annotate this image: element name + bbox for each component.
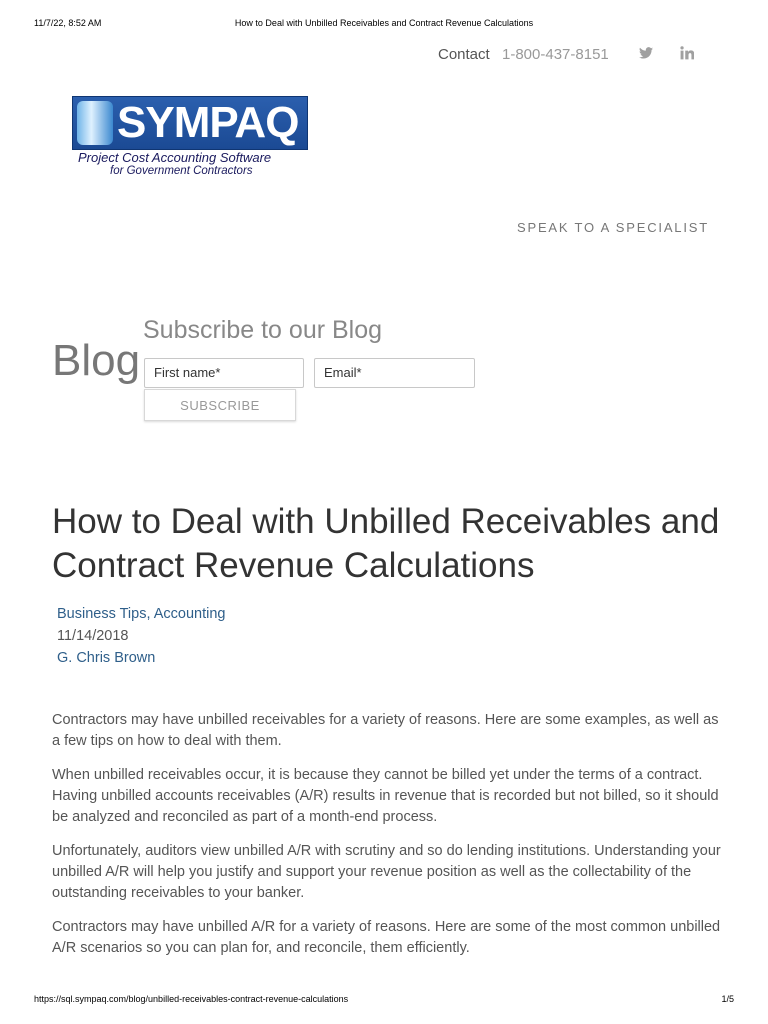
- post-paragraph: Unfortunately, auditors view unbilled A/R with scrutiny and so do lending institutions. Understanding your unbilled A/R will help you justify and support your revenue position as well as the collectability of the outstanding receivables to your banker.: [52, 843, 721, 901]
- post-paragraph: Contractors may have unbilled receivables for a variety of reasons. Here are some examples, as well as a few tips on how to deal with them.: [52, 712, 719, 749]
- post-paragraph: When unbilled receivables occur, it is because they cannot be billed yet under the terms of a contract. Having unbilled accounts receivables (A/R) results in revenue that is recorded but not billed, so it should be analyzed and reconciled as part of a month-end process.: [52, 767, 719, 825]
- phone-link[interactable]: 1-800-437-8151: [502, 46, 609, 63]
- post-categories[interactable]: Business Tips, Accounting: [57, 606, 226, 622]
- logo-banner: [72, 96, 308, 150]
- linkedin-icon[interactable]: [678, 44, 696, 62]
- first-name-input[interactable]: First name*: [144, 358, 304, 388]
- print-url: https://sql.sympaq.com/blog/unbilled-receivables-contract-revenue-calculations: [34, 994, 349, 1004]
- post-date: 11/14/2018: [57, 628, 129, 644]
- blog-heading: Blog: [52, 336, 141, 385]
- print-datetime: 11/7/22, 8:52 AM: [34, 18, 102, 28]
- print-doc-title: How to Deal with Unbilled Receivables and Contract Revenue Calculations: [234, 18, 534, 28]
- post-author[interactable]: G. Chris Brown: [57, 650, 156, 666]
- logo-tagline: Project Cost Accounting Software: [78, 150, 272, 165]
- speak-to-specialist-link[interactable]: SPEAK TO A SPECIALIST: [517, 220, 709, 235]
- contact-link[interactable]: Contact: [438, 46, 490, 63]
- twitter-icon[interactable]: [637, 44, 655, 62]
- post-paragraph: Contractors may have unbilled A/R for a variety of reasons. Here are some of the most common unbilled A/R scenarios so you can plan for, and reconcile, them efficiently.: [52, 919, 721, 956]
- subscribe-title: Subscribe to our Blog: [143, 316, 383, 344]
- logo-subtagline: for Government Contractors: [110, 165, 253, 177]
- print-page-number: 1/5: [721, 994, 734, 1004]
- post-title: How to Deal with Unbilled Receivables and Contract Revenue Calculations: [52, 502, 720, 585]
- sympaq-logo[interactable]: [72, 96, 308, 178]
- subscribe-button[interactable]: SUBSCRIBE: [144, 389, 296, 421]
- logo-wordmark: SYMPAQ: [117, 98, 299, 147]
- database-cylinder-icon: [77, 101, 113, 145]
- email-input[interactable]: Email*: [314, 358, 475, 388]
